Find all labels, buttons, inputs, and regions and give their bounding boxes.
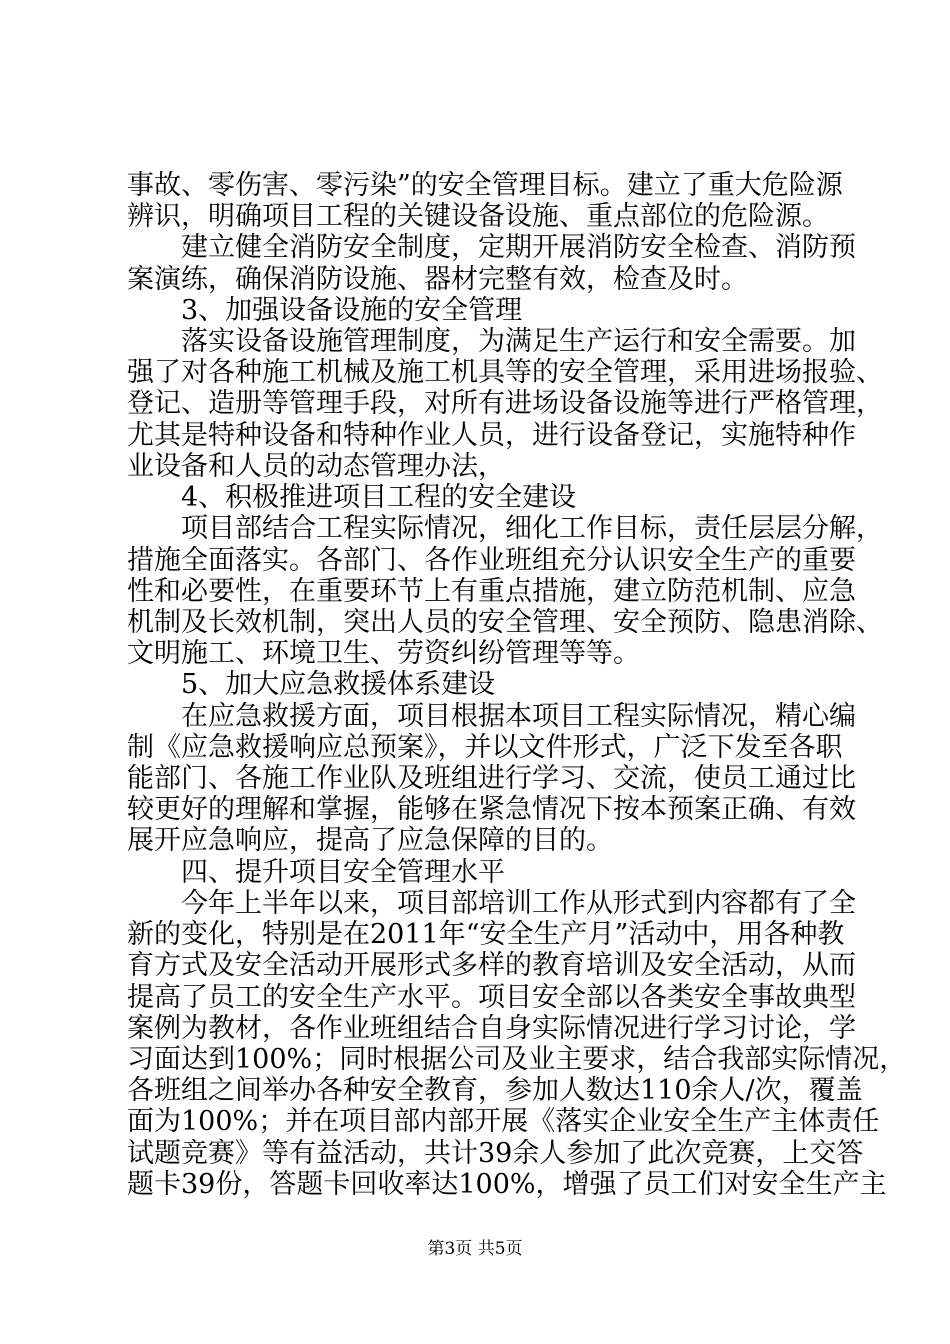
text-line: 能部门、各施工作业队及班组进行学习、交流，使员工通过比	[127, 763, 856, 795]
section-heading: 四、提升项目安全管理水平	[181, 856, 505, 888]
text-line: 新的变化，特别是在2011年“安全生产月”活动中，用各种教	[127, 919, 845, 951]
text-line: 育方式及安全活动开展形式多样的教育培训及安全活动，从而	[127, 950, 856, 982]
text-line: 展开应急响应，提高了应急保障的目的。	[127, 825, 613, 857]
text-line: 落实设备设施管理制度，为满足生产运行和安全需要。加	[181, 326, 856, 358]
text-line: 试题竞赛》等有益活动，共计39余人参加了此次竞赛，上交答	[127, 1137, 864, 1169]
text-line: 建立健全消防安全制度，定期开展消防安全检查、消防预	[181, 232, 856, 264]
text-line: 事故、零伤害、零污染”的安全管理目标。建立了重大危险源	[127, 170, 843, 201]
text-line: 措施全面落实。各部门、各作业班组充分认识安全生产的重要	[127, 544, 856, 576]
section-heading: 5、加大应急救援体系建设	[181, 669, 496, 701]
text-line: 案例为教材，各作业班组结合自身实际情况进行学习讨论，学	[127, 1012, 856, 1044]
text-line: 习面达到100%；同时根据公司及业主要求，结合我部实际情况，	[127, 1043, 907, 1075]
text-line: 尤其是特种设备和特种作业人员，进行设备登记，实施特种作	[127, 419, 856, 451]
text-line: 业设备和人员的动态管理办法，	[127, 450, 505, 482]
text-line: 较更好的理解和掌握，能够在紧急情况下按本预案正确、有效	[127, 794, 856, 826]
text-line: 各班组之间举办各种安全教育，参加人数达110余人/次，覆盖	[127, 1075, 863, 1107]
text-line: 面为100%；并在项目部内部开展《落实企业安全生产主体责任	[127, 1106, 880, 1138]
text-line: 机制及长效机制，突出人员的安全管理、安全预防、隐患消除、	[127, 606, 883, 638]
text-line: 辨识，明确项目工程的关键设备设施、重点部位的危险源。	[127, 201, 829, 233]
text-line: 制《应急救援响应总预案》，并以文件形式，广泛下发至各职	[127, 731, 843, 763]
text-line: 案演练，确保消防设施、器材完整有效，检查及时。	[127, 263, 748, 295]
text-line: 性和必要性，在重要环节上有重点措施，建立防范机制、应急	[127, 575, 856, 607]
section-heading: 3、加强设备设施的安全管理	[181, 294, 523, 326]
text-line: 强了对各种施工机械及施工机具等的安全管理，采用进场报验、	[127, 357, 883, 389]
text-line: 在应急救援方面，项目根据本项目工程实际情况，精心编	[181, 700, 856, 732]
text-line: 文明施工、环境卫生、劳资纠纷管理等等。	[127, 638, 640, 670]
text-line: 项目部结合工程实际情况，细化工作目标，责任层层分解，	[181, 513, 883, 545]
text-line: 今年上半年以来，项目部培训工作从形式到内容都有了全	[181, 887, 856, 919]
text-line: 提高了员工的安全生产水平。项目安全部以各类安全事故典型	[127, 981, 856, 1013]
text-line: 题卡39份，答题卡回收率达100%，增强了员工们对安全生产主	[127, 1168, 887, 1200]
section-heading: 4、积极推进项目工程的安全建设	[181, 482, 577, 514]
text-line: 登记、造册等管理手段，对所有进场设备设施等进行严格管理，	[127, 388, 883, 420]
page-number: 第3页 共5页	[427, 1239, 523, 1259]
